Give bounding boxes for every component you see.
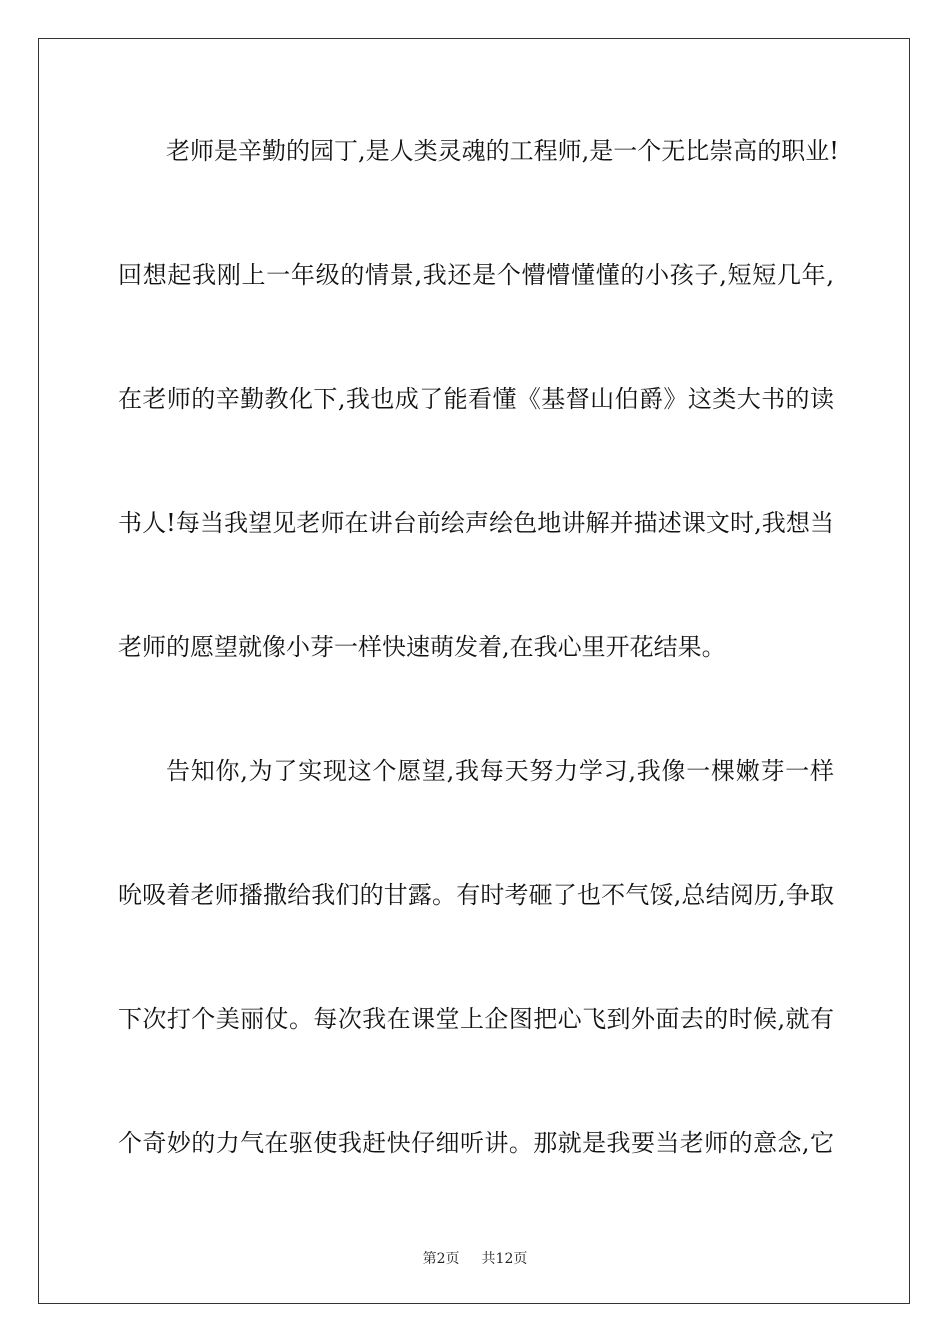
paragraph-1-line-3: 在老师的辛勤教化下,我也成了能看懂《基督山伯爵》这类大书的读 xyxy=(118,385,834,413)
page-total: 共12页 xyxy=(481,1251,528,1267)
paragraph-1-line-2: 回想起我刚上一年级的情景,我还是个懵懵懂懂的小孩子,短短几年, xyxy=(118,261,834,289)
paragraph-2-line-3: 下次打个美丽仗。每次我在课堂上企图把心飞到外面去的时候,就有 xyxy=(118,1005,834,1033)
page-border xyxy=(38,38,910,1304)
page-footer xyxy=(0,1248,950,1268)
paragraph-1-line-5: 老师的愿望就像小芽一样快速萌发着,在我心里开花结果。 xyxy=(118,633,726,661)
paragraph-2-line-1: 告知你,为了实现这个愿望,我每天努力学习,我像一棵嫩芽一样 xyxy=(166,757,834,785)
page-number: 第2页 xyxy=(422,1251,460,1267)
paragraph-1-line-4: 书人!每当我望见老师在讲台前绘声绘色地讲解并描述课文时,我想当 xyxy=(118,509,834,537)
paragraph-2-line-4: 个奇妙的力气在驱使我赶快仔细听讲。那就是我要当老师的意念,它 xyxy=(118,1129,834,1157)
paragraph-2-line-2: 吮吸着老师播撒给我们的甘露。有时考砸了也不气馁,总结阅历,争取 xyxy=(118,881,834,909)
paragraph-1-line-1: 老师是辛勤的园丁,是人类灵魂的工程师,是一个无比崇高的职业! xyxy=(166,137,839,165)
